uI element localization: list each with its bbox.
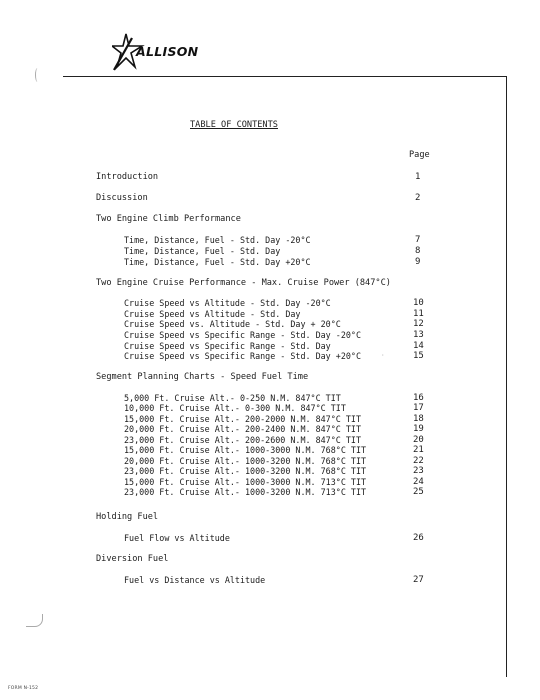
toc-section-title: Diversion Fuel: [96, 554, 169, 564]
toc-entry-title: 20,000 Ft. Cruise Alt.- 1000-3200 N.M. 768°C TIT: [124, 456, 367, 466]
toc-page-number: 19: [413, 424, 424, 434]
toc-entry-title: 15,000 Ft. Cruise Alt.- 1000-3000 N.M. 713°C TIT: [124, 477, 367, 487]
toc-entry-title: Cruise Speed vs Specific Range - Std. Day -20°C: [124, 330, 361, 340]
toc-section-title: Segment Planning Charts - Speed Fuel Time: [96, 372, 309, 382]
toc-page-number: 2: [415, 193, 421, 203]
toc-page-number: 22: [413, 456, 424, 466]
toc-section-title: Two Engine Climb Performance: [96, 214, 241, 224]
toc-entry-title: 10,000 Ft. Cruise Alt.- 0-300 N.M. 847°C TIT: [124, 403, 346, 413]
toc-section-title: Introduction: [96, 172, 159, 182]
toc-entry-title: Fuel vs Distance vs Altitude: [124, 575, 266, 585]
toc-entry-title: Cruise Speed vs Altitude - Std. Day -20°C: [124, 298, 331, 308]
toc-entry-title: Fuel Flow vs Altitude: [124, 533, 230, 543]
toc-entry-title: 23,000 Ft. Cruise Alt.- 1000-3200 N.M. 713°C TIT: [124, 487, 367, 497]
toc-entry-title: Cruise Speed vs Specific Range - Std. Day: [124, 341, 331, 351]
toc-page-number: 23: [413, 466, 424, 476]
toc-page-number: 18: [413, 414, 424, 424]
toc-entry-title: Time, Distance, Fuel - Std. Day: [124, 246, 281, 256]
logo-text: ALLISON: [136, 44, 199, 59]
toc-section-title: Discussion: [96, 193, 148, 203]
toc-page-number: 12: [413, 319, 424, 329]
toc-page-number: 16: [413, 393, 424, 403]
toc-entry-title: 15,000 Ft. Cruise Alt.- 1000-3000 N.M. 768°C TIT: [124, 445, 367, 455]
toc-page-number: 26: [413, 533, 424, 543]
toc-entry-title: Cruise Speed vs Altitude - Std. Day: [124, 309, 301, 319]
toc-page-number: 14: [413, 341, 424, 351]
toc-page-number: 1: [415, 172, 421, 182]
form-number: FORM N-152: [8, 686, 39, 691]
toc-page-number: 17: [413, 403, 424, 413]
toc-page-number: 8: [415, 246, 421, 256]
toc-page-number: 27: [413, 575, 424, 585]
company-logo: [112, 32, 199, 72]
stray-mark: ·: [381, 352, 385, 359]
toc-page-number: 10: [413, 298, 424, 308]
toc-entry-title: Time, Distance, Fuel - Std. Day -20°C: [124, 235, 311, 245]
toc-page-number: 13: [413, 330, 424, 340]
toc-entry-title: Cruise Speed vs. Altitude - Std. Day + 20°C: [124, 319, 341, 329]
toc-page-number: 24: [413, 477, 424, 487]
toc-entry-title: 20,000 Ft. Cruise Alt.- 200-2400 N.M. 847°C TIT: [124, 424, 361, 434]
toc-section-title: Two Engine Cruise Performance - Max. Cruise Power (847°C): [96, 278, 391, 288]
toc-page-number: 21: [413, 445, 424, 455]
toc-entry-title: Cruise Speed vs Specific Range - Std. Day +20°C: [124, 351, 361, 361]
toc-page-number: 9: [415, 257, 421, 267]
toc-page-number: 20: [413, 435, 424, 445]
toc-entry-title: 15,000 Ft. Cruise Alt.- 200-2000 N.M. 847°C TIT: [124, 414, 361, 424]
margin-mark: [35, 68, 40, 82]
page-column-header: Page: [409, 150, 430, 160]
toc-entry-title: Time, Distance, Fuel - Std. Day +20°C: [124, 257, 311, 267]
toc-entry-title: 5,000 Ft. Cruise Alt.- 0-250 N.M. 847°C TIT: [124, 393, 341, 403]
toc-page-number: 25: [413, 487, 424, 497]
toc-entry-title: 23,000 Ft. Cruise Alt.- 200-2600 N.M. 847°C TIT: [124, 435, 361, 445]
toc-section-title: Holding Fuel: [96, 512, 159, 522]
toc-page-number: 15: [413, 351, 424, 361]
toc-page-number: 7: [415, 235, 421, 245]
margin-mark: [26, 614, 43, 627]
toc-page-number: 11: [413, 309, 424, 319]
toc-entry-title: 23,000 Ft. Cruise Alt.- 1000-3200 N.M. 768°C TIT: [124, 466, 367, 476]
document-title: TABLE OF CONTENTS: [190, 120, 278, 130]
